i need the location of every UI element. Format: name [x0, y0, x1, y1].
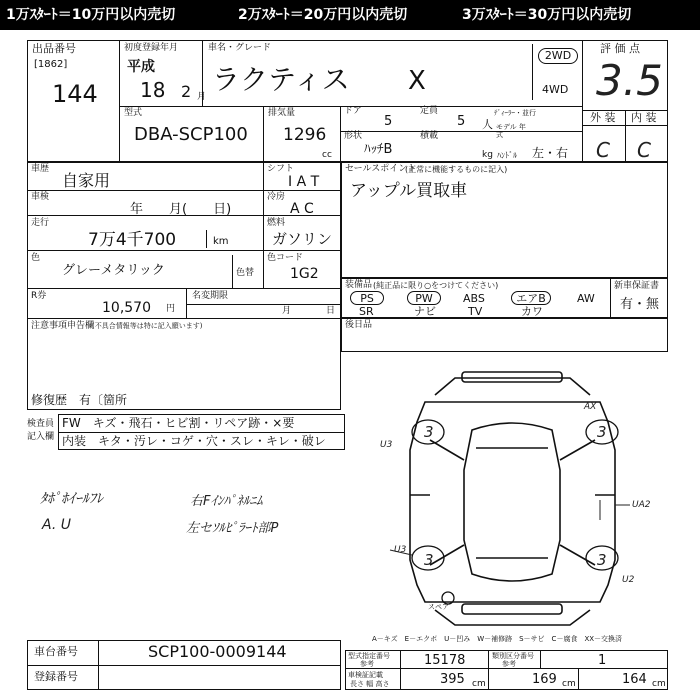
sales-point-sub: (正常に機能するものに記入) [405, 165, 508, 174]
door-label: ドア [344, 106, 362, 116]
color: グレーメタリック [62, 263, 165, 278]
lot-number: 144 [52, 80, 98, 108]
month-unit: 月 [197, 92, 207, 102]
handle-label: ﾊﾝﾄﾞﾙ [497, 151, 517, 160]
height: 164 [622, 672, 647, 687]
equip-airbag: エアB [511, 291, 551, 305]
color-code: 1G2 [290, 266, 319, 282]
car-damage-diagram [350, 360, 680, 635]
inspector-row-1: FW キズ・飛石・ヒビ割・リペア跡・×要 [62, 416, 295, 430]
shape-label: 形状 [344, 131, 363, 141]
equip-tv: TV [468, 305, 483, 318]
mark-u2: U2 [622, 575, 635, 585]
mileage-label: 走行 [31, 218, 50, 228]
interior-grade: C [637, 138, 651, 162]
hand-note-1: ﾀﾎﾟﾎｲｰﾙﾌﾚ [40, 491, 103, 507]
model-spec: 15178 [424, 653, 466, 668]
ring-left-top: 3 [424, 423, 434, 441]
lot-label: 出品番号 [32, 42, 76, 55]
ring-left-bottom: 3 [424, 551, 434, 569]
exterior-grade: C [596, 138, 610, 162]
person-unit: 人 [482, 118, 493, 131]
repaint-label: 色替 [236, 268, 255, 278]
class-label: 類別区分番号 [492, 652, 534, 660]
width: 169 [532, 672, 557, 687]
drive-4wd: 4WD [542, 83, 569, 96]
mark-ua2: UA2 [632, 500, 651, 510]
sales-point-label: セールスポイント [345, 164, 417, 174]
reg-month: 2 [181, 82, 192, 101]
cm-2: cm [562, 679, 576, 689]
mileage: 7万4千700 [88, 230, 177, 250]
ref-label-2: 参考 [502, 660, 516, 668]
banner-text-2: 2万ｽﾀｰﾄ＝20万円以内売切 [238, 7, 408, 23]
banner-text-3: 3万ｽﾀｰﾄ＝30万円以内売切 [462, 7, 632, 23]
chassis-number: SCP100-0009144 [148, 642, 287, 661]
equip-aw: AW [577, 292, 595, 305]
chassis-label: 車台番号 [34, 645, 78, 658]
score: 3.5 [596, 56, 663, 105]
equip-pw: PW [407, 291, 441, 305]
cm-1: cm [472, 679, 486, 689]
damage-legend: A－キズ E－エクボ U－凹み W－補修跡 S－サビ C－腐食 XX－交換済 [372, 635, 623, 643]
equip-sr: SR [359, 305, 374, 318]
name-change-label: 名変期限 [192, 291, 229, 301]
handle: 左・右 [532, 146, 569, 160]
color-code-label: 色コード [267, 253, 304, 263]
exterior-label: 外 装 [590, 111, 616, 124]
r-amount: 10,570 [102, 300, 151, 316]
hand-note-4: 左セｿﾙﾋﾟﾗｰﾄ部P [186, 521, 279, 536]
cc-unit: cc [322, 150, 332, 160]
capacity: 5 [457, 114, 466, 129]
inspector-row-2: 内装 キタ・汚レ・コゲ・穴・スレ・キレ・破レ [62, 434, 326, 448]
equip-abs: ABS [463, 292, 485, 305]
usage: 自家用 [62, 171, 111, 190]
ring-right-top: 3 [597, 423, 607, 441]
sales-point-text: アップル買取車 [350, 181, 468, 201]
ac: A C [290, 201, 314, 217]
month-unit-2: 月 [282, 306, 292, 316]
displacement: 1296 [283, 125, 327, 145]
day-unit: 日 [326, 306, 336, 316]
auction-banner [0, 0, 700, 30]
banner-text-1: 1万ｽﾀｰﾄ＝10万円以内売切 [6, 7, 176, 23]
warranty: 有・無 [620, 297, 660, 312]
load-label: 積載 [420, 131, 439, 141]
warranty-label: 新車保証書 [614, 281, 660, 291]
car-name: ラクティス [212, 63, 350, 96]
equipment-sub: (純正品に限り○をつけてください) [373, 281, 499, 290]
equip-leather: カワ [521, 305, 543, 318]
displacement-label: 排気量 [268, 108, 296, 118]
fuel: ガソリン [272, 230, 333, 248]
fuel-label: 燃料 [267, 218, 286, 228]
equipment-label: 装備品 [345, 280, 373, 290]
yen-unit: 円 [166, 304, 176, 314]
ref-label-1: 参考 [360, 660, 374, 668]
rear-notes-frame [341, 318, 668, 352]
ac-label: 冷房 [267, 192, 286, 202]
notes-label: 注意事項申告欄 [31, 321, 95, 331]
km-unit: km [213, 236, 229, 247]
model: DBA-SCP100 [134, 124, 248, 145]
equip-navi: ナビ [414, 305, 436, 318]
usage-label: 車歴 [31, 164, 50, 174]
mark-ax: AX [584, 402, 597, 412]
car-label: 車名・グレード [208, 43, 272, 53]
dealer-label: ﾃﾞｨｰﾗｰ・並行 [494, 109, 536, 117]
r-label: R券 [31, 291, 47, 301]
doors: 5 [384, 114, 393, 129]
hand-note-3: 右Fｲﾝﾊﾟﾈﾙﾆﾑ [190, 494, 263, 509]
first-reg-label: 初度登録年月 [124, 43, 179, 53]
capacity-label: 定員 [420, 106, 439, 116]
mark-u3-a: U3 [380, 440, 393, 450]
class-number: 1 [598, 653, 607, 668]
reg-year: 18 [140, 78, 166, 102]
reg-label: 登録番号 [34, 670, 78, 683]
score-label: 評 価 点 [600, 42, 640, 55]
rear-notes-label: 後日品 [345, 320, 373, 330]
shape: ﾊｯﾁB [364, 142, 393, 157]
era: 平成 [127, 59, 155, 75]
model-year-label: モデル 年式 [496, 123, 526, 139]
inspection: 年 月( 日) [130, 202, 232, 217]
inspection-label: 車検 [31, 192, 50, 202]
color-label: 色 [31, 253, 41, 263]
shift-label: シフト [267, 164, 295, 174]
kg-unit: kg [482, 150, 493, 160]
interior-label: 内 装 [631, 111, 657, 124]
details-frame [27, 162, 341, 410]
hand-note-2: A. U [42, 517, 71, 533]
mark-u3-b: U3 [394, 545, 407, 555]
cm-3: cm [652, 679, 666, 689]
vehicle-cert-label: 車検証記載 [348, 671, 383, 679]
notes-sub: (不具合情報等は特に記入願います) [92, 322, 203, 330]
length: 395 [440, 672, 465, 687]
grade: X [408, 66, 426, 96]
lot-sub: [1862] [34, 59, 68, 70]
model-label: 型式 [124, 108, 143, 118]
ring-right-bottom: 3 [597, 551, 607, 569]
dims-label: 長さ 幅 高さ [350, 680, 390, 688]
equip-ps: PS [350, 291, 384, 305]
shift: I A T [288, 174, 320, 190]
repair-history: 修復歴 有〔箇所 [31, 393, 128, 407]
spare-label: スペア [428, 603, 449, 611]
sales-point-frame [341, 162, 668, 278]
drive-2wd: 2WD [538, 48, 578, 64]
inspector-label: 検査員 記入欄 [27, 419, 55, 442]
model-spec-label: 型式指定番号 [348, 652, 390, 660]
